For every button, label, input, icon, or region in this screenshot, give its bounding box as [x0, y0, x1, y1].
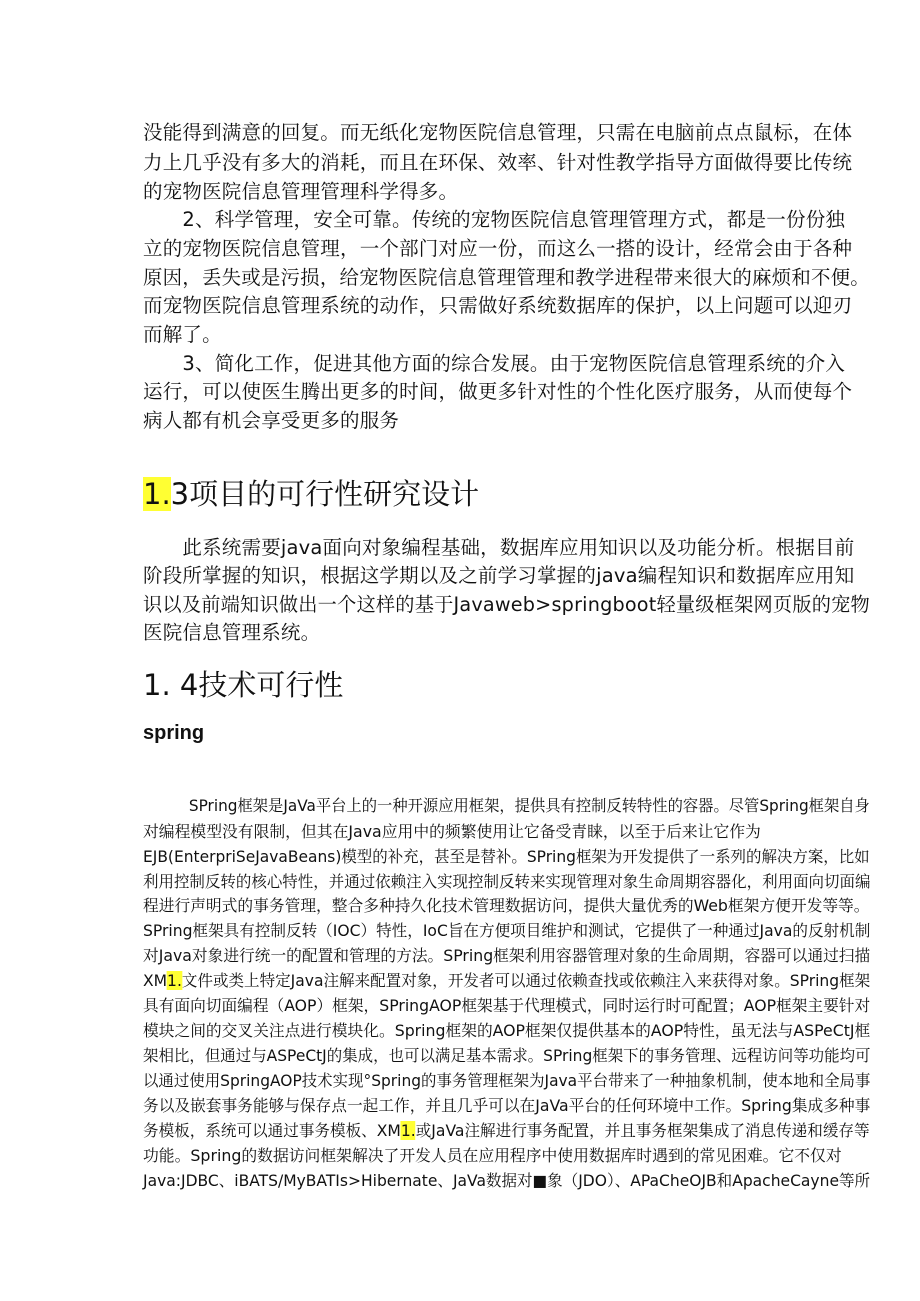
- intro-line: 的宠物医院信息管理管理科学得多。: [143, 180, 459, 203]
- intro-line: 病人都有机会享受更多的服务: [143, 409, 400, 432]
- spring-line: 功能。Spring的数据访问框架解决了开发人员在应用程序中使用数据库时遇到的常见困难。它不仅对: [143, 1146, 842, 1165]
- spring-line: [143, 1118, 870, 1141]
- spring-line: 架相比，但通过与ASPeCtJ的集成，也可以满足基本需求。SPring框架下的事务管理、远程访问等功能均可: [143, 1046, 871, 1065]
- intro-line: 立的宠物医院信息管理，一个部门对应一份，而这么一搭的设计，经常会由于各种: [143, 237, 853, 260]
- intro-line: 力上几乎没有多大的消耗，而且在环保、效率、针对性教学指导方面做得要比传统: [143, 151, 853, 174]
- highlight-mark: 1.: [400, 1121, 416, 1140]
- section-heading-1-3: [143, 472, 479, 513]
- intro-line: 没能得到满意的回复。而无纸化宠物医院信息管理，只需在电脑前点点鼠标，在体: [143, 121, 853, 144]
- spring-line: EJB(EnterpriSeJavaBeans)模型的补充，甚至是替补。SPring框架为开发提供了一系列的解决方案，比如: [143, 847, 870, 866]
- intro-line: 原因，丢失或是污损，给宠物医院信息管理管理和教学进程带来很大的麻烦和不便。: [143, 266, 870, 289]
- section13-line: 识以及前端知识做出一个这样的基于Javaweb>springboot轻量级框架网页版的宠物: [143, 593, 870, 616]
- line-text: 或JaVa注解进行事务配置，并且事务框架集成了消息传递和缓存等: [415, 1121, 870, 1140]
- spring-line: SPring框架是JaVa平台上的一种开源应用框架，提供具有控制反转特性的容器。尽管Spring框架自身: [143, 796, 870, 815]
- line-text: XM: [143, 971, 168, 990]
- intro-line: 运行，可以使医生腾出更多的时间，做更多针对性的个性化医疗服务，从而使每个: [143, 380, 853, 403]
- spring-line: Java:JDBC、iBATS/MyBATIs>Hibernate、JaVa数据对■象（JDO）、APaCheOJB和ApacheCayne等所: [143, 1171, 871, 1190]
- line-text: 文件或类上特定Java注解来配置对象，开发者可以通过依赖查找或依赖注入来获得对象。SPring框架: [181, 971, 871, 990]
- line-text: 务模板，系统可以通过事务模板、XM: [143, 1121, 401, 1140]
- intro-line: 而宠物医院信息管理系统的动作，只需做好系统数据库的保护，以上问题可以迎刃: [143, 294, 853, 317]
- spring-line: [143, 968, 870, 991]
- section13-line: 此系统需要java面向对象编程基础，数据库应用知识以及功能分析。根据目前: [143, 536, 855, 559]
- highlight-mark: 1.: [167, 971, 182, 990]
- intro-line: 2、科学管理，安全可靠。传统的宠物医院信息管理管理方式，都是一份份独: [143, 208, 846, 231]
- section-heading-1-4: 1. 4技术可行性: [143, 668, 344, 702]
- spring-line: 以通过使用SpringAOP技术实现°Spring的事务管理框架为Java平台带来了一种抽象机制，使本地和全局事: [143, 1071, 871, 1090]
- spring-line: 具有面向切面编程（AOP）框架，SPringAOP框架基于代理模式，同时运行时可配置；AOP框架主要针对: [143, 996, 871, 1015]
- spring-line: 对编程模型没有限制，但其在Java应用中的频繁使用让它备受青睐，以至于后来让它作为: [143, 822, 761, 841]
- spring-line: SPring框架具有控制反转（IOC）特性，IoC旨在方便项目维护和测试，它提供了一种通过Java的反射机制: [143, 921, 871, 940]
- spring-heading: spring: [143, 722, 205, 744]
- heading-number-highlight: 1.: [143, 477, 171, 511]
- spring-line: 利用控制反转的核心特性，并通过依赖注入实现控制反转来实现管理对象生命周期容器化，利用面向切面编: [143, 872, 871, 891]
- spring-line: 对Java对象进行统一的配置和管理的方法。SPring框架利用容器管理对象的生命周期，容器可以通过扫描: [143, 946, 871, 965]
- intro-line: 而解了。: [143, 323, 222, 346]
- section13-line: 医院信息管理系统。: [143, 621, 321, 644]
- intro-line: 3、简化工作，促进其他方面的综合发展。由于宠物医院信息管理系统的介入: [143, 352, 846, 375]
- spring-line: 程进行声明式的事务管理，整合多种持久化技术管理数据访问，提供大量优秀的Web框架方便开发等等。: [143, 896, 870, 915]
- spring-line: 务以及嵌套事务能够与保存点一起工作，并且几乎可以在JaVa平台的任何环境中工作。Spring集成多种事: [143, 1096, 871, 1115]
- spring-line: 模块之间的交叉关注点进行模块化。Spring框架的AOP框架仅提供基本的AOP特性，虽无法与ASPeCtJ框: [143, 1021, 871, 1040]
- section13-line: 阶段所掌握的知识，根据这学期以及之前学习掌握的java编程知识和数据库应用知: [143, 564, 855, 587]
- heading-title: 3项目的可行性研究设计: [170, 477, 480, 511]
